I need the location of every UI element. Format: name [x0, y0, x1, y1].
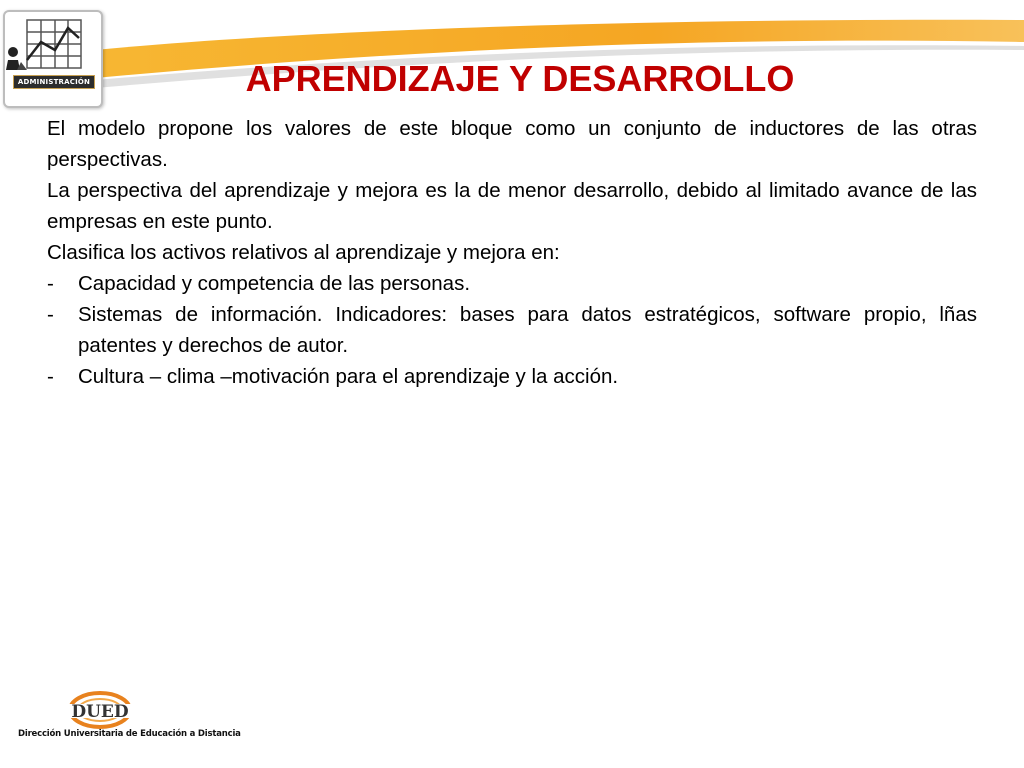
slide-title: APRENDIZAJE Y DESARROLLO — [245, 58, 795, 99]
slide-content — [47, 113, 977, 392]
footer-caption: Dirección Universitaria de Educación a Distancia — [18, 729, 241, 739]
bullet-list — [47, 268, 977, 392]
dued-logo-text: DUED — [71, 702, 129, 722]
bullet-dash: - — [47, 365, 54, 388]
paragraph: Clasifica los activos relativos al aprendizaje y mejora en: — [47, 241, 560, 264]
list-item — [47, 268, 977, 299]
logo-banner-text: ADMINISTRACIÓN — [13, 75, 95, 89]
paragraph: La perspectiva del aprendizaje y mejora es la de menor desarrollo, debido al limitado avance de las empresas en este punto. — [47, 179, 977, 233]
bullet-dash: - — [47, 272, 54, 295]
bullet-dash: - — [47, 303, 54, 326]
list-item-text: Sistemas de información. Indicadores: bases para datos estratégicos, software propio, lñas patentes y derechos de autor. — [78, 303, 977, 357]
list-item — [47, 299, 977, 361]
list-item-text: Capacidad y competencia de las personas. — [78, 272, 471, 295]
dued-logo — [60, 688, 150, 730]
list-item-text: Cultura – clima –motivación para el aprendizaje y la acción. — [78, 365, 619, 388]
list-item — [47, 361, 977, 392]
person-icon — [8, 47, 18, 57]
paragraph: El modelo propone los valores de este bloque como un conjunto de inductores de las otras perspectivas. — [47, 117, 977, 171]
